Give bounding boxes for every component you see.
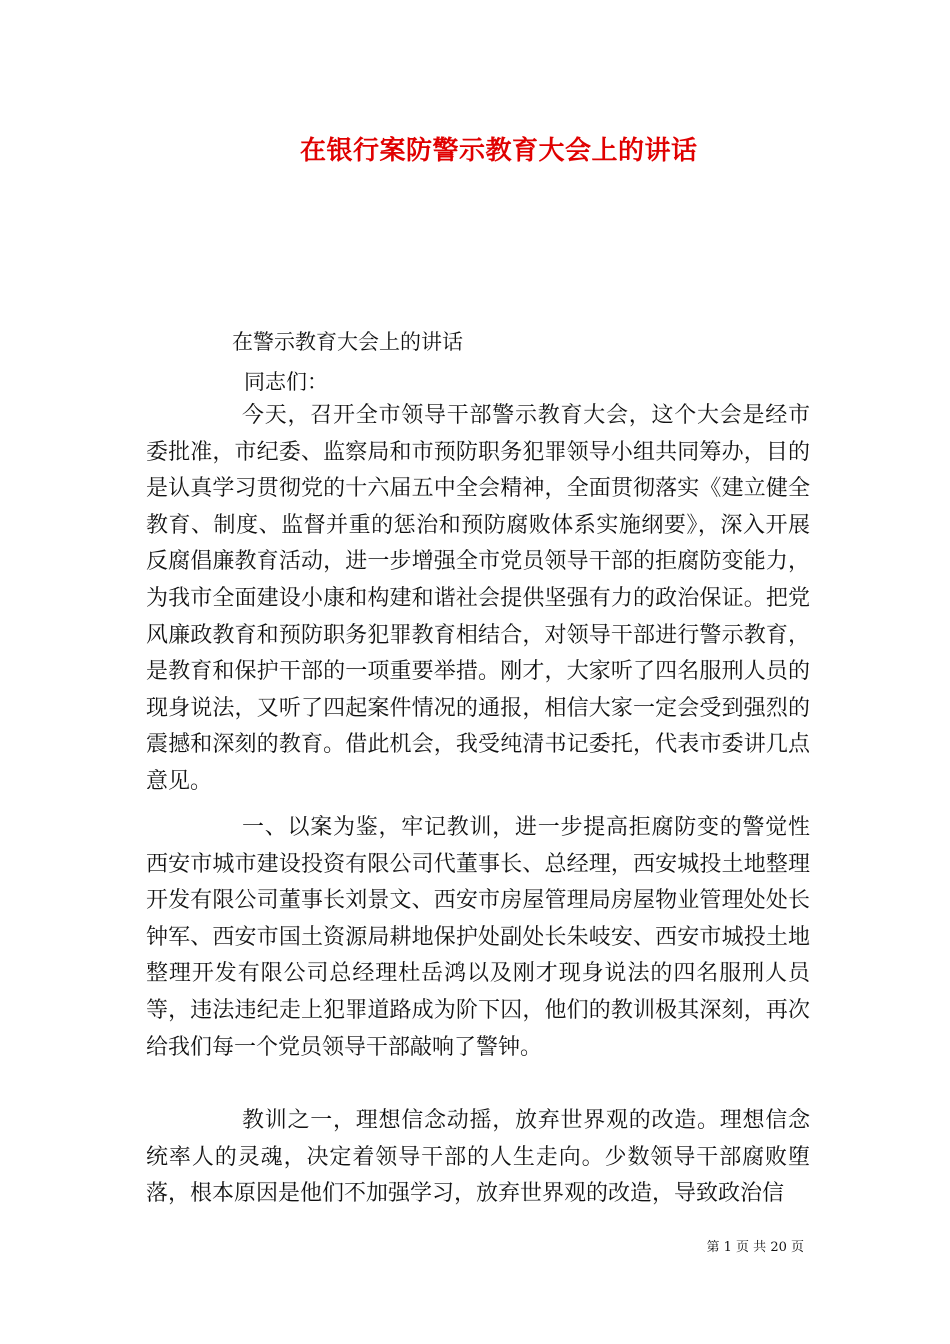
speech-subtitle: 在警示教育大会上的讲话 xyxy=(232,330,463,354)
paragraph-lesson-one: 教训之一，理想信念动摇，放弃世界观的改造。理想信念统率人的灵魂，决定着领导干部的人生走向。少数领导干部腐败堕落，根本原因是他们不加强学习，放弃世界观的改造，导致政治信 xyxy=(146,1108,810,1207)
document-title: 在银行案防警示教育大会上的讲话 xyxy=(300,136,698,166)
salutation: 同志们： xyxy=(244,370,328,394)
page-number-footer: 第 1 页 共 20 页 xyxy=(706,1240,804,1255)
paragraph-section-one: 一、以案为鉴，牢记教训，进一步提高拒腐防变的警觉性西安市城市建设投资有限公司代董事长、总经理，西安城投土地整理开发有限公司董事长刘景文、西安市房屋管理局房屋物业管理处处长钟军、西安市国土资源局耕地保护处副处长朱岐安、西安市城投土地整理开发有限公司总经理杜岳鸿以及刚才现身说法的四名服刑人员等，违法违纪走上犯罪道路成为阶下囚，他们的教训极其深刻，再次给我们每一个党员领导干部敲响了警钟。 xyxy=(146,815,810,1060)
paragraph-opening: 今天，召开全市领导干部警示教育大会，这个大会是经市委批准，市纪委、监察局和市预防职务犯罪领导小组共同筹办，目的是认真学习贯彻党的十六届五中全会精神，全面贯彻落实《建立健全教育、制度、监督并重的惩治和预防腐败体系实施纲要》，深入开展反腐倡廉教育活动，进一步增强全市党员领导干部的拒腐防变能力，为我市全面建设小康和构建和谐社会提供坚强有力的政治保证。把党风廉政教育和预防职务犯罪教育相结合，对领导干部进行警示教育，是教育和保护干部的一项重要举措。刚才，大家听了四名服刑人员的现身说法，又听了四起案件情况的通报，相信大家一定会受到强烈的震撼和深刻的教育。借此机会，我受纯清书记委托，代表市委讲几点意见。 xyxy=(146,403,810,794)
